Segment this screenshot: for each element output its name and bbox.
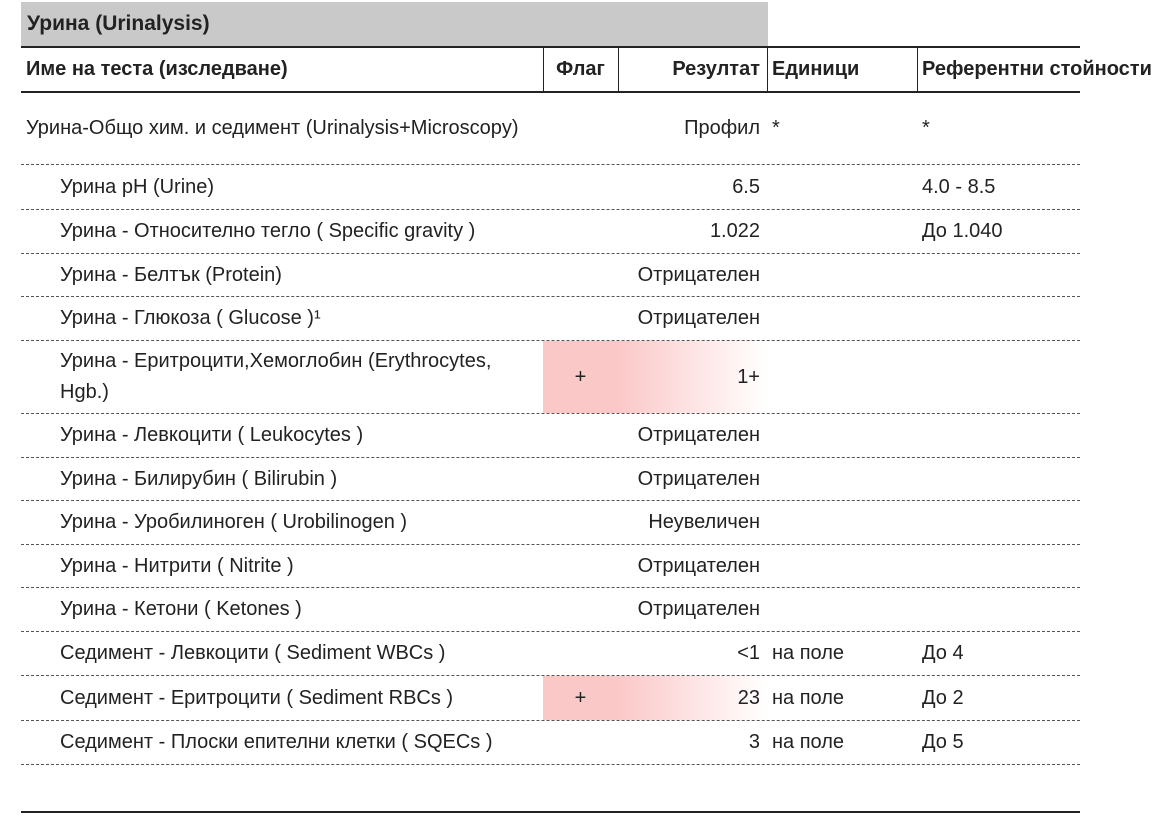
result-value: Неувеличен bbox=[648, 511, 760, 533]
reference-range bbox=[918, 341, 1080, 413]
reference-range bbox=[918, 501, 1080, 544]
units-value bbox=[768, 414, 918, 457]
flag-cell bbox=[543, 721, 618, 764]
test-name: Седимент - Плоски епителни клетки ( SQECs ) bbox=[60, 731, 493, 753]
table-row[interactable] bbox=[21, 501, 1080, 545]
units-value bbox=[768, 210, 918, 253]
table-row[interactable] bbox=[21, 165, 1080, 210]
units-value bbox=[768, 254, 918, 296]
result-value: 1.022 bbox=[709, 220, 760, 242]
reference-range bbox=[918, 297, 1080, 340]
flag-cell bbox=[543, 210, 618, 253]
result-value: Отрицателен bbox=[637, 424, 760, 446]
flag-cell bbox=[543, 254, 618, 296]
header-name[interactable]: Име на теста (изследване) bbox=[26, 58, 288, 80]
reference-range: До 1.040 bbox=[922, 220, 1003, 242]
units-value bbox=[768, 545, 918, 587]
units-value bbox=[768, 588, 918, 631]
reference-range: * bbox=[922, 117, 930, 139]
result-value: Отрицателен bbox=[637, 554, 760, 577]
table-row[interactable] bbox=[21, 458, 1080, 501]
table-row[interactable] bbox=[21, 632, 1080, 676]
test-name: Седимент - Еритроцити ( Sediment RBCs ) bbox=[60, 686, 454, 709]
test-name: Урина - Глюкоза ( Glucose )¹ bbox=[60, 307, 321, 329]
flag-cell: + bbox=[543, 341, 618, 413]
table-row[interactable] bbox=[21, 545, 1080, 588]
units-value: на поле bbox=[772, 686, 845, 709]
table-row[interactable] bbox=[21, 676, 1080, 721]
header-result[interactable]: Резултат bbox=[672, 58, 760, 80]
result-value: Отрицателен bbox=[637, 467, 760, 490]
test-name: Урина - Еритроцити,Хемоглобин (Erythrocytes, Hgb.) bbox=[60, 350, 492, 403]
result-value: 3 bbox=[748, 731, 760, 753]
result-value: Профил bbox=[684, 117, 760, 139]
flag-cell bbox=[543, 414, 618, 457]
table-row[interactable] bbox=[21, 341, 1080, 414]
reference-range bbox=[918, 414, 1080, 457]
table-row[interactable] bbox=[21, 93, 1080, 165]
units-value: на поле bbox=[772, 731, 845, 753]
test-name: Урина - Кетони ( Ketones ) bbox=[60, 598, 302, 620]
test-name: Урина - Уробилиноген ( Urobilinogen ) bbox=[60, 511, 408, 533]
flag-cell bbox=[543, 545, 618, 587]
reference-range: До 4 bbox=[922, 642, 964, 664]
units-value bbox=[768, 341, 918, 413]
test-name: Урина - Нитрити ( Nitrite ) bbox=[60, 554, 294, 577]
result-value: Отрицателен bbox=[637, 307, 760, 329]
test-name: Урина - Левкоцити ( Leukocytes ) bbox=[60, 424, 364, 446]
table-row[interactable] bbox=[21, 210, 1080, 254]
test-name: Седимент - Левкоцити ( Sediment WBCs ) bbox=[60, 642, 446, 664]
reference-range bbox=[918, 458, 1080, 500]
table-header bbox=[21, 46, 1152, 93]
reference-range: До 2 bbox=[922, 686, 964, 709]
flag-cell bbox=[543, 297, 618, 340]
flag-cell bbox=[543, 632, 618, 675]
units-value bbox=[768, 501, 918, 544]
flag-cell bbox=[543, 458, 618, 500]
test-name: Урина pH (Urine) bbox=[60, 175, 215, 198]
table-row[interactable] bbox=[21, 588, 1080, 632]
result-value: Отрицателен bbox=[637, 263, 760, 286]
test-name: Урина-Общо хим. и седимент (Urinalysis+Microscopy) bbox=[26, 117, 519, 139]
header-flag[interactable]: Флаг bbox=[556, 58, 605, 80]
flag-cell bbox=[543, 93, 618, 164]
test-name: Урина - Белтък (Protein) bbox=[60, 263, 282, 286]
test-name: Урина - Билирубин ( Bilirubin ) bbox=[60, 467, 338, 490]
header-units[interactable]: Единици bbox=[772, 58, 860, 80]
result-value: 1+ bbox=[618, 341, 768, 413]
table-row[interactable] bbox=[21, 414, 1080, 458]
reference-range bbox=[918, 545, 1080, 587]
table-row[interactable] bbox=[21, 254, 1080, 297]
section-title: Урина (Urinalysis) bbox=[21, 2, 768, 46]
flag-cell bbox=[543, 165, 618, 209]
units-value bbox=[768, 297, 918, 340]
flag-cell bbox=[543, 588, 618, 631]
reference-range bbox=[918, 254, 1080, 296]
reference-range bbox=[918, 588, 1080, 631]
reference-range: 4.0 - 8.5 bbox=[922, 175, 996, 198]
result-value: Отрицателен bbox=[637, 598, 760, 620]
units-value: на поле bbox=[772, 642, 845, 664]
header-reference[interactable]: Референтни стойности bbox=[922, 58, 1152, 80]
flag-cell: + bbox=[543, 676, 618, 720]
table-row[interactable] bbox=[21, 721, 1080, 765]
units-value bbox=[768, 165, 918, 209]
result-value: 6.5 bbox=[732, 175, 760, 198]
result-value: <1 bbox=[737, 642, 760, 664]
bottom-divider bbox=[21, 811, 1080, 813]
reference-range: До 5 bbox=[922, 731, 964, 753]
units-value: * bbox=[772, 117, 780, 139]
flag-cell bbox=[543, 501, 618, 544]
units-value bbox=[768, 458, 918, 500]
result-value: 23 bbox=[618, 676, 768, 720]
test-name: Урина - Относително тегло ( Specific gravity ) bbox=[60, 220, 476, 242]
table-row[interactable] bbox=[21, 297, 1080, 341]
